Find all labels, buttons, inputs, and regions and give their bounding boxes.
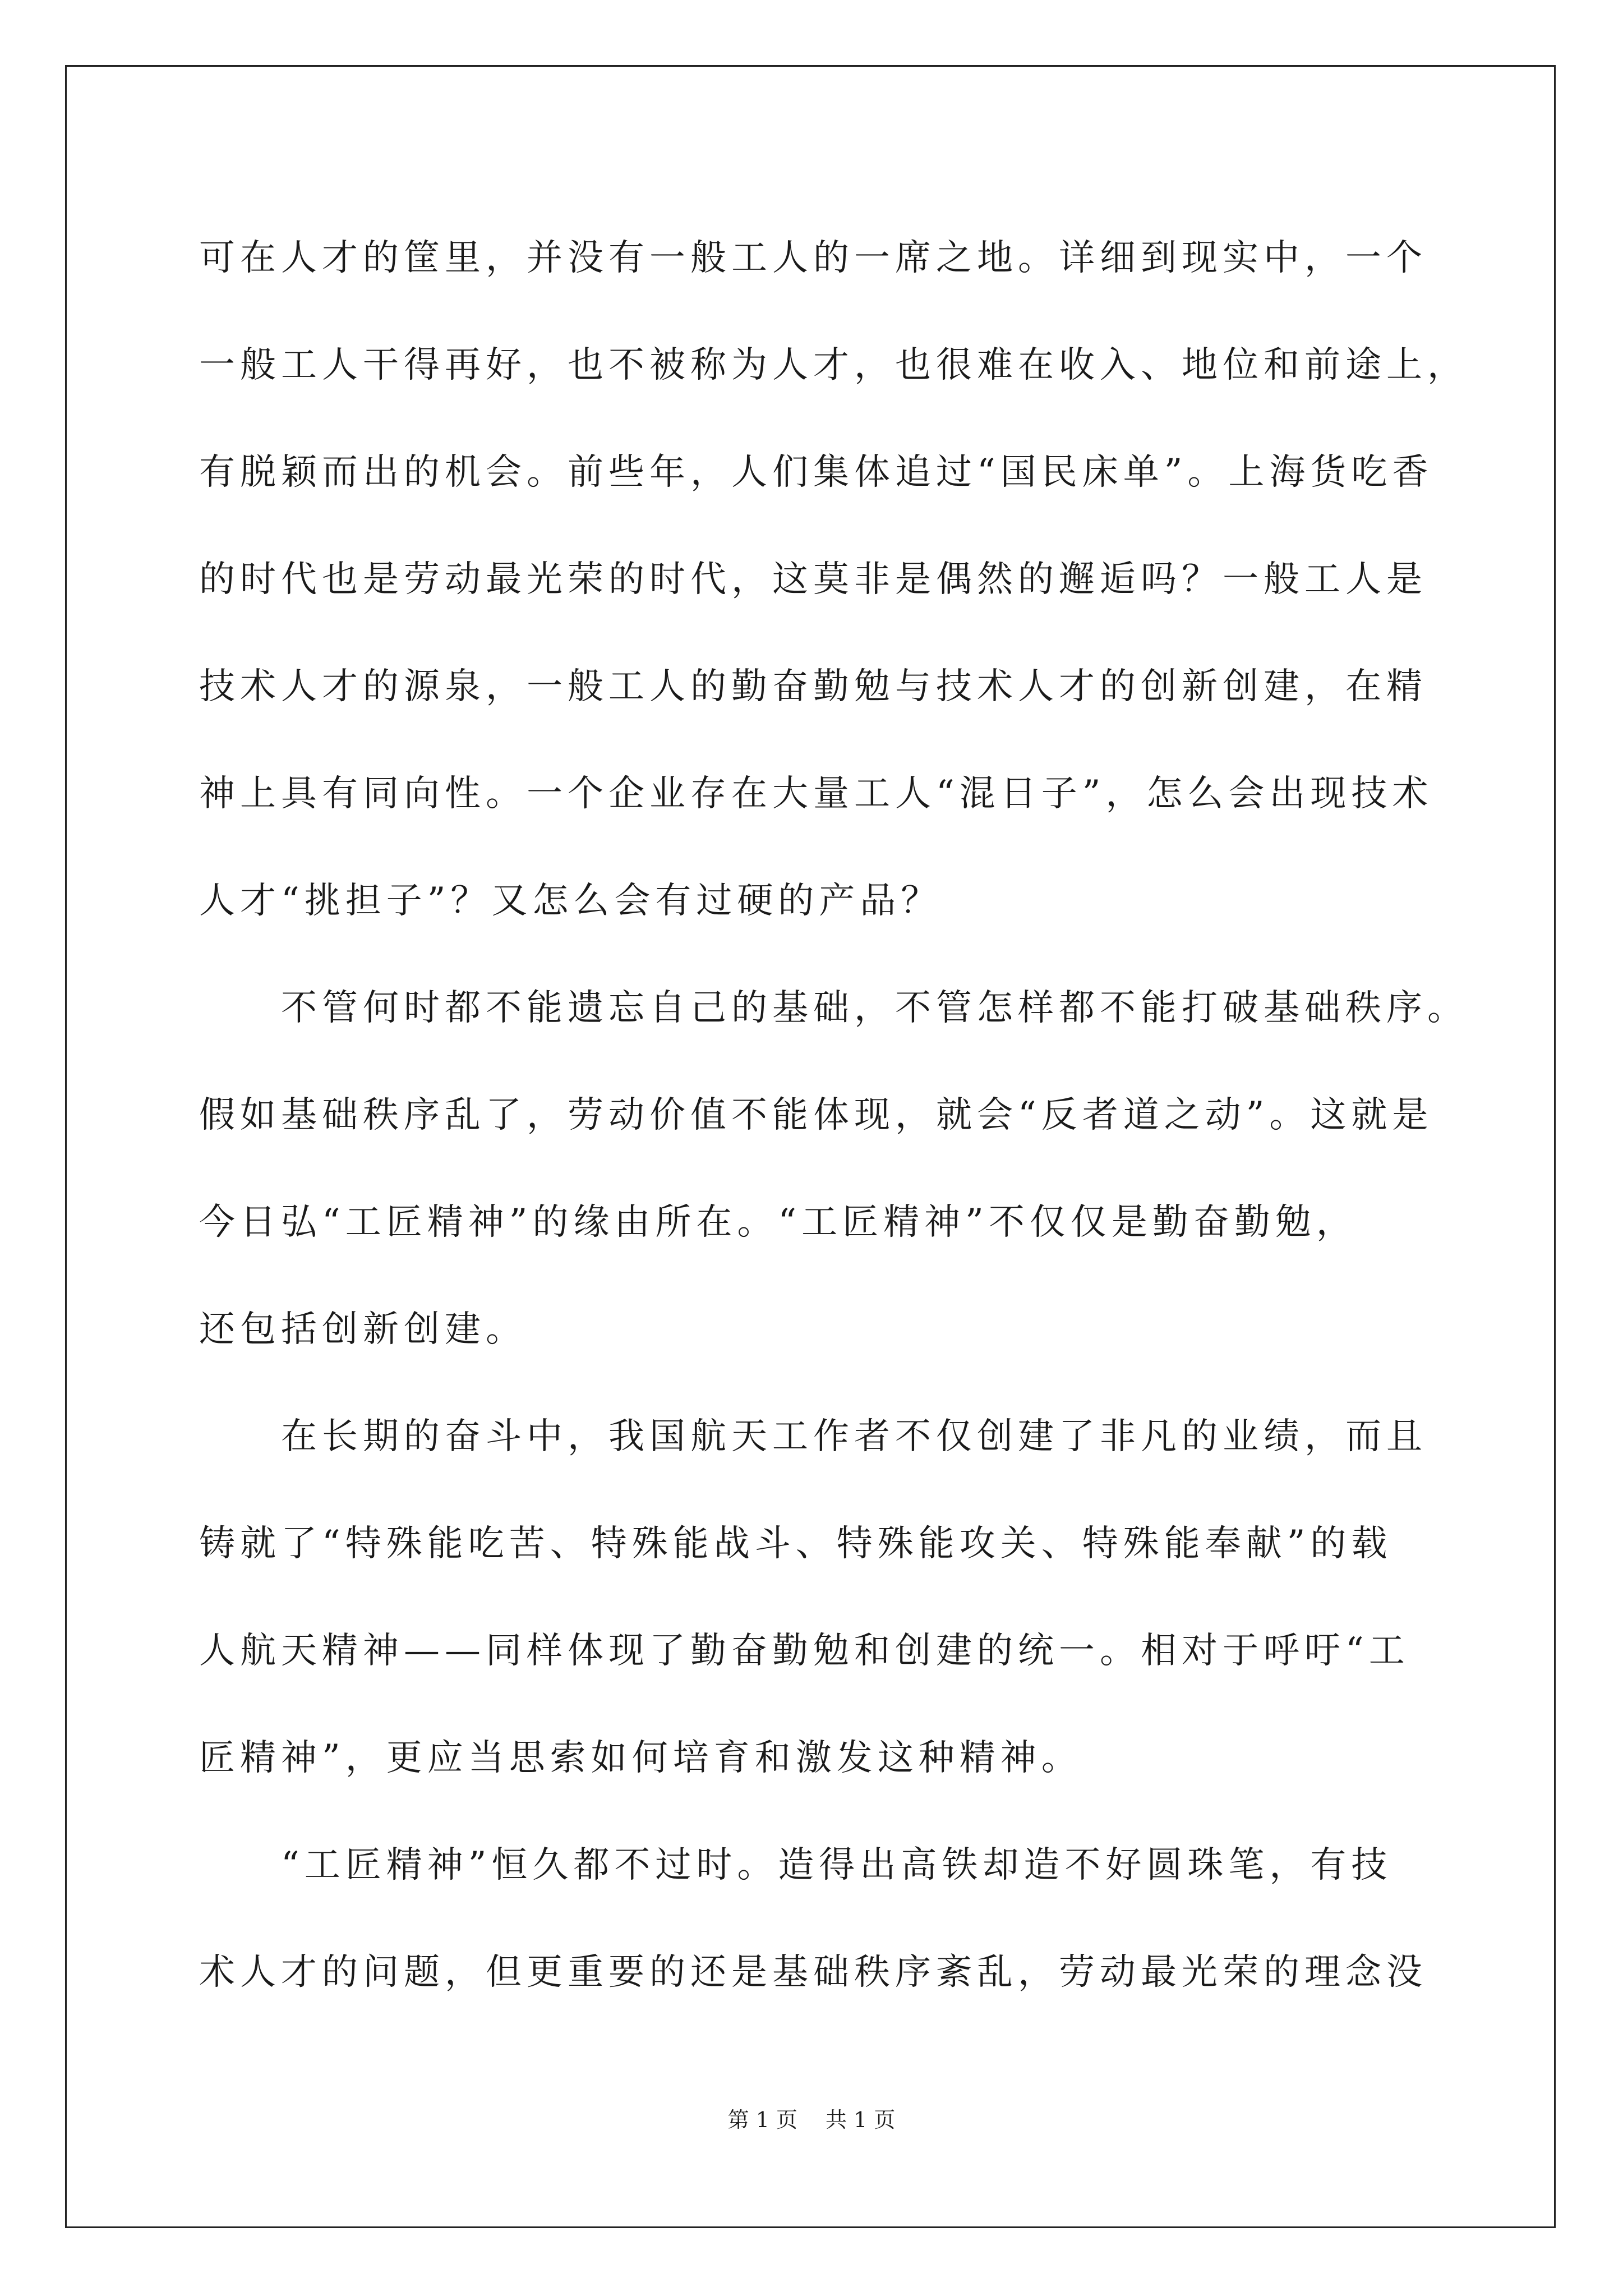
text-line: 的时代也是劳动最光荣的时代，这莫非是偶然的邂逅吗？一般工人是	[199, 559, 1427, 600]
paragraph-first-line: 不管何时都不能遗忘自己的基础，不管怎样都不能打破基础秩序。	[281, 987, 1468, 1029]
text-line: 假如基础秩序乱了，劳动价值不能体现，就会“反者道之动”。这就是	[199, 1094, 1433, 1136]
text-line: 铸就了“特殊能吃苦、特殊能战斗、特殊能攻关、特殊能奉献”的载	[199, 1523, 1393, 1565]
page-total: 共 1 页	[826, 2108, 896, 2132]
text-line: 匠精神”，更应当思索如何培育和激发这种精神。	[199, 1737, 1082, 1779]
text-line: 神上具有同向性。一个企业存在大量工人“混日子”，怎么会出现技术	[199, 773, 1433, 815]
text-line: 术人才的问题，但更重要的还是基础秩序紊乱，劳动最光荣的理念没	[199, 1952, 1427, 1993]
document-body	[199, 205, 1468, 2026]
paragraph-first-line: 在长期的奋斗中，我国航天工作者不仅创建了非凡的业绩，而且	[281, 1416, 1427, 1457]
text-line: 可在人才的筐里，并没有一般工人的一席之地。详细到现实中，一个	[199, 237, 1427, 279]
text-line: 今日弘“工匠精神”的缘由所在。“工匠精神”不仅仅是勤奋勤勉，	[199, 1202, 1357, 1243]
text-line: 人航天精神——同样体现了勤奋勤勉和创建的统一。相对于呼吁“工	[199, 1630, 1410, 1672]
page-number: 第 1 页	[727, 2108, 797, 2132]
paragraph-first-line: “工匠精神”恒久都不过时。造得出高铁却造不好圆珠笔，有技	[281, 1844, 1393, 1886]
text-line: 人才“挑担子”？又怎么会有过硬的产品？	[199, 880, 942, 922]
text-line: 技术人才的源泉，一般工人的勤奋勤勉与技术人才的创新创建，在精	[199, 666, 1427, 707]
text-line: 一般工人干得再好，也不被称为人才，也很难在收入、地位和前途上，	[199, 344, 1468, 386]
text-line: 有脱颖而出的机会。前些年，人们集体追过“国民床单”。上海货吃香	[199, 452, 1433, 493]
page-footer	[0, 2102, 1623, 2133]
text-line: 还包括创新创建。	[199, 1309, 527, 1350]
